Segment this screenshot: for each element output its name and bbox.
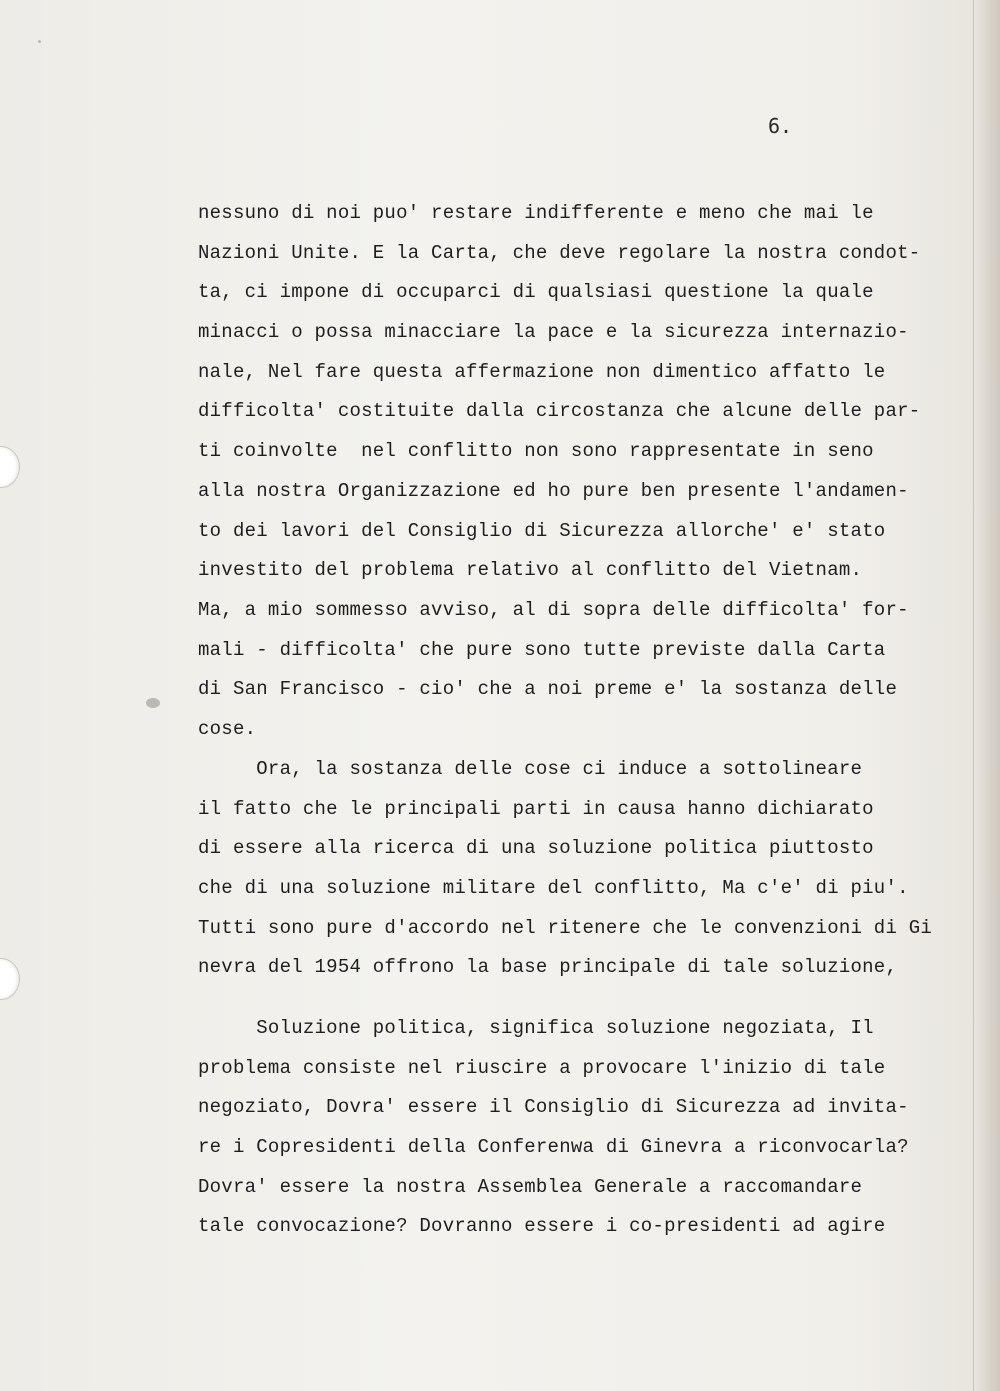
- text-line: Tutti sono pure d'accordo nel ritenere che le convenzioni di Gi: [198, 916, 933, 939]
- text-line: nessuno di noi puo' restare indifferente e meno che mai le: [198, 202, 874, 224]
- text-line: to dei lavori del Consiglio di Sicurezza allorche' e' stato: [198, 519, 886, 542]
- text-line: cose.: [198, 717, 257, 740]
- paragraph-1: [198, 194, 920, 750]
- text-line: tale convocazione? Dovranno essere i co-presidenti ad agire: [198, 1215, 886, 1238]
- text-line: di San Francisco - cio' che a noi preme e' la sostanza delle: [198, 678, 898, 701]
- page-edge: [973, 0, 1000, 1391]
- punch-hole-top: [0, 446, 20, 488]
- text-line: re i Copresidenti della Conferenwa di Ginevra a riconvocarla?: [198, 1136, 909, 1159]
- text-line: minacci o possa minacciare la pace e la sicurezza internazio-: [198, 321, 909, 344]
- paragraph-2: [198, 750, 932, 988]
- text-line: investito del problema relativo al conflitto del Vietnam.: [198, 559, 863, 582]
- text-line: mali - difficolta' che pure sono tutte previste dalla Carta: [198, 638, 886, 661]
- punch-hole-bottom: [0, 958, 20, 1000]
- text-line: negoziato, Dovra' essere il Consiglio di Sicurezza ad invita-: [198, 1096, 909, 1119]
- text-line: che di una soluzione militare del conflitto, Ma c'e' di piu'.: [198, 877, 909, 900]
- paragraph-3: [198, 1009, 909, 1247]
- ink-smudge: [146, 698, 160, 708]
- text-line: Dovra' essere la nostra Assemblea Generale a raccomandare: [198, 1175, 863, 1198]
- text-line: ti coinvolte nel conflitto non sono rappresentate in seno: [198, 440, 874, 463]
- text-line: Soluzione politica, significa soluzione negoziata, Il: [198, 1017, 874, 1039]
- page-number: 6.: [768, 114, 793, 138]
- text-line: ta, ci impone di occuparci di qualsiasi questione la quale: [198, 281, 874, 304]
- text-line: alla nostra Organizzazione ed ho pure ben presente l'andamen-: [198, 479, 909, 502]
- text-line: Ora, la sostanza delle cose ci induce a sottolineare: [198, 758, 863, 780]
- text-line: problema consiste nel riuscire a provocare l'inizio di tale: [198, 1056, 886, 1079]
- text-line: Ma, a mio sommesso avviso, al di sopra delle difficolta' for-: [198, 598, 909, 621]
- text-line: il fatto che le principali parti in causa hanno dichiarato: [198, 797, 874, 820]
- text-line: difficolta' costituite dalla circostanza che alcune delle par-: [198, 400, 921, 423]
- ink-dot: [38, 40, 41, 43]
- text-line: di essere alla ricerca di una soluzione politica piuttosto: [198, 837, 874, 860]
- text-line: nevra del 1954 offrono la base principale di tale soluzione,: [198, 956, 898, 979]
- text-line: Nazioni Unite. E la Carta, che deve regolare la nostra condot-: [198, 241, 921, 264]
- text-line: nale, Nel fare questa affermazione non dimentico affatto le: [198, 360, 886, 383]
